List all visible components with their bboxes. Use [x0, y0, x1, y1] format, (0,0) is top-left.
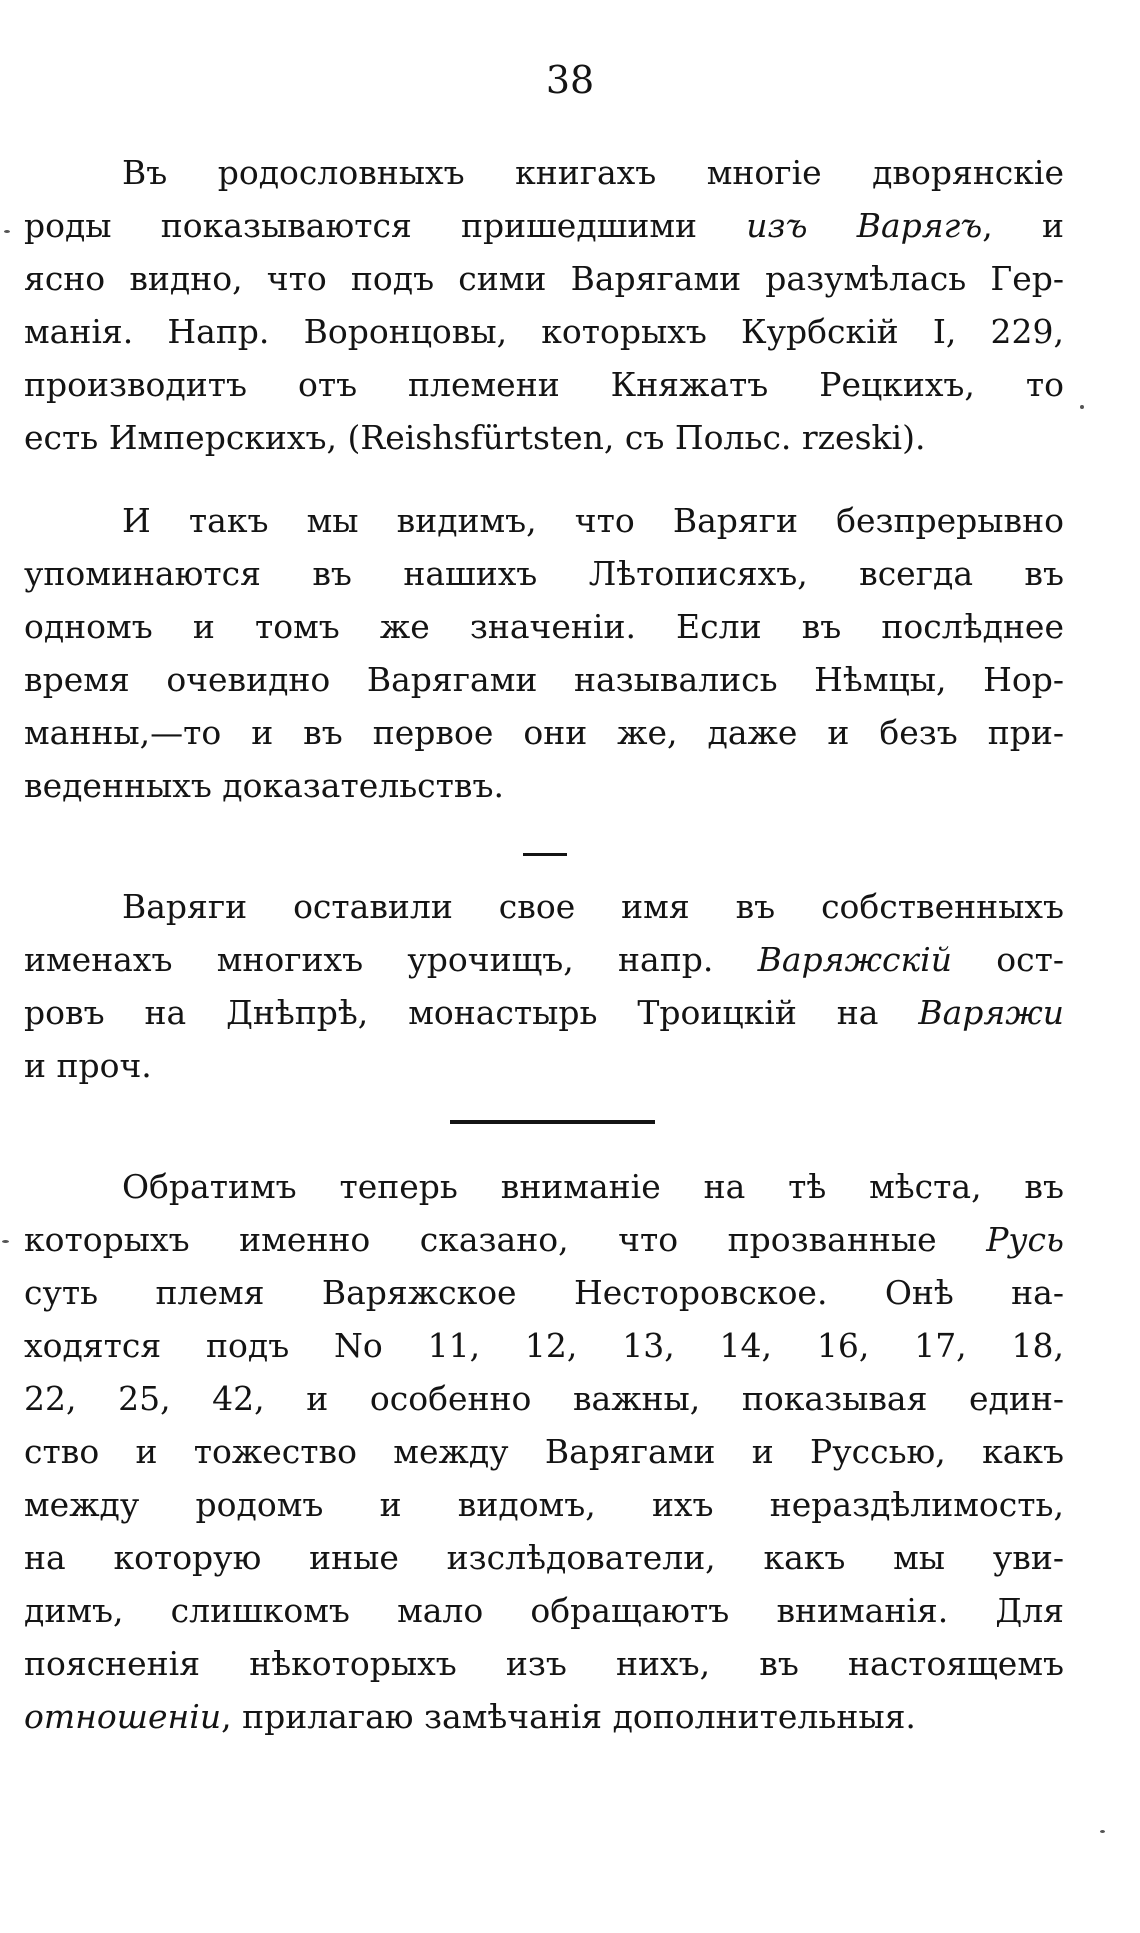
- scan-speck: [4, 230, 10, 233]
- text-line: [24, 1531, 1064, 1584]
- text-run: которыхъ именно сказано, что прозванные: [24, 1220, 987, 1259]
- text-line: [24, 653, 1064, 706]
- text-line: [24, 494, 1064, 547]
- text-run: И такъ мы видимъ, что Варяги безпрерывно: [122, 501, 1064, 540]
- text-run: манія. Напр. Воронцовы, которыхъ Курбскій I, 229,: [24, 312, 1064, 351]
- text-line: [24, 1160, 1064, 1213]
- text-run: , прилагаю замѣчанія дополнительныя.: [221, 1697, 916, 1736]
- scan-speck: [2, 1240, 9, 1243]
- text-line: [24, 305, 1064, 358]
- text-run: Въ родословныхъ книгахъ многіе дворянскіе: [122, 153, 1064, 192]
- text-run: производитъ отъ племени Княжатъ Рецкихъ, то: [24, 365, 1064, 404]
- text-line: [24, 1266, 1064, 1319]
- text-line: [24, 1584, 1064, 1637]
- text-line: [24, 986, 1064, 1039]
- text-line: [24, 1319, 1064, 1372]
- text-line: [24, 411, 1064, 464]
- text-line: [24, 933, 1064, 986]
- text-run: манны,—то и въ первое они же, даже и безъ при-: [24, 713, 1064, 752]
- text-run: димъ, слишкомъ мало обращаютъ вниманія. Для: [24, 1591, 1064, 1630]
- paragraph-rus-references: [24, 1160, 1064, 1743]
- text-run: , и: [982, 206, 1064, 245]
- paragraph-genealogy: [24, 146, 1064, 464]
- text-run: суть племя Варяжское Несторовское. Онѣ на-: [24, 1273, 1064, 1312]
- text-run: роды показываются пришедшими: [24, 206, 747, 245]
- text-line: [24, 547, 1064, 600]
- text-run: 22, 25, 42, и особенно важны, показывая един-: [24, 1379, 1064, 1418]
- text-run: на которую иные изслѣдователи, какъ мы уви-: [24, 1538, 1064, 1577]
- text-line: [24, 706, 1064, 759]
- text-line: [24, 358, 1064, 411]
- paragraph-varangians-mentions: [24, 494, 1064, 812]
- page-number: 38: [545, 58, 595, 102]
- text-line: [24, 880, 1064, 933]
- text-line: [24, 1213, 1064, 1266]
- text-run: именахъ многихъ урочищъ, напр.: [24, 940, 758, 979]
- paragraph-place-names: [24, 880, 1064, 1092]
- italic-text: Варяжскій: [757, 940, 952, 979]
- long-separator: [450, 1120, 655, 1124]
- text-run: Варяги оставили свое имя въ собственныхъ: [122, 887, 1064, 926]
- text-run: и проч.: [24, 1046, 152, 1085]
- text-run: упоминаются въ нашихъ Лѣтописяхъ, всегда въ: [24, 554, 1064, 593]
- text-line: [24, 1478, 1064, 1531]
- text-run: одномъ и томъ же значеніи. Если въ послѣднее: [24, 607, 1064, 646]
- text-run: поясненія нѣкоторыхъ изъ нихъ, въ настоящемъ: [24, 1644, 1064, 1683]
- text-run: веденныхъ доказательствъ.: [24, 766, 504, 805]
- text-run: ходятся подъ No 11, 12, 13, 14, 16, 17, 18,: [24, 1326, 1064, 1365]
- italic-text: отношеніи: [24, 1697, 222, 1736]
- italic-text: Варяжи: [918, 993, 1064, 1032]
- text-run: ост-: [951, 940, 1064, 979]
- text-line: [24, 146, 1064, 199]
- text-line: [24, 252, 1064, 305]
- italic-text: Русь: [986, 1220, 1064, 1259]
- text-run: ясно видно, что подъ сими Варягами разумѣлась Гер-: [24, 259, 1064, 298]
- scan-speck: [1100, 1830, 1105, 1833]
- text-line: [24, 1690, 1064, 1743]
- text-line: [24, 1637, 1064, 1690]
- text-run: между родомъ и видомъ, ихъ нераздѣлимость,: [24, 1485, 1064, 1524]
- text-run: время очевидно Варягами назывались Нѣмцы, Нор-: [24, 660, 1064, 699]
- text-line: [24, 1372, 1064, 1425]
- scan-speck: [1080, 405, 1084, 409]
- text-run: ровъ на Днѣпрѣ, монастырь Троицкій на: [24, 993, 919, 1032]
- text-run: ство и тожество между Варягами и Руссью, какъ: [24, 1432, 1064, 1471]
- text-run: есть Имперскихъ, (Reishsfürtsten, съ Польс. rzeski).: [24, 418, 926, 457]
- text-line: [24, 600, 1064, 653]
- text-line: [24, 759, 1064, 812]
- text-line: [24, 1039, 1064, 1092]
- italic-text: изъ Варягъ: [746, 206, 983, 245]
- text-run: Обратимъ теперь вниманіе на тѣ мѣста, въ: [122, 1167, 1064, 1206]
- text-line: [24, 199, 1064, 252]
- text-line: [24, 1425, 1064, 1478]
- short-separator: [523, 853, 567, 856]
